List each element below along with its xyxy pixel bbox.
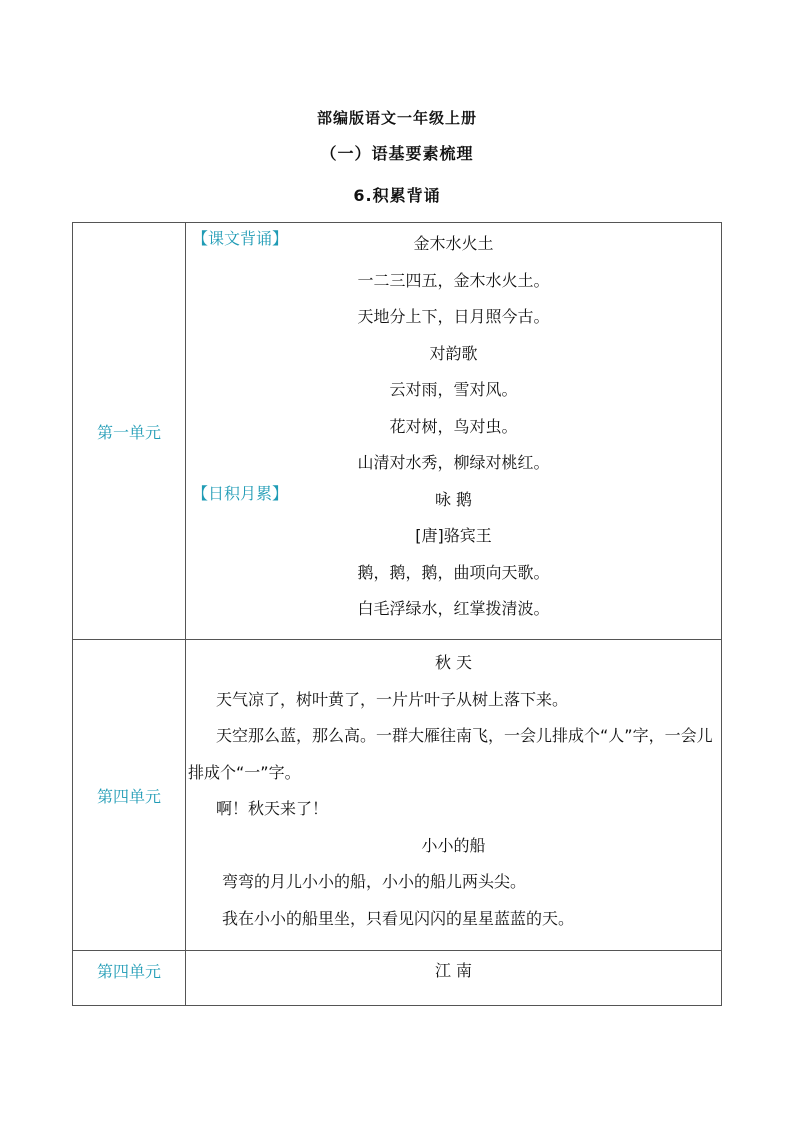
poem-author: [唐]骆宾王 (415, 526, 492, 545)
unit-label: 第四单元 (73, 951, 186, 1006)
section-heading: 6.积累背诵 (353, 186, 441, 205)
table-row (73, 223, 722, 640)
text-line: 弯弯的月儿小小的船，小小的船儿两头尖。 (222, 872, 527, 891)
poem-line: 花对树，鸟对虫。 (389, 416, 518, 436)
page-subtitle: （一）语基要素梳理 (320, 144, 474, 163)
content-cell (186, 951, 722, 1006)
unit-label: 第一单元 (73, 223, 186, 640)
unit-label: 第四单元 (73, 640, 186, 951)
poem-line: 白毛浮绿水，红掌拨清波。 (357, 599, 550, 618)
poem-title: 对韵歌 (429, 343, 478, 363)
poem-line: 云对雨，雪对风。 (389, 380, 518, 399)
poem-title: 金木水火土 (413, 234, 494, 253)
tag-text-recitation: 【课文背诵】 (192, 229, 289, 248)
poem-line: 天地分上下，日月照今古。 (357, 307, 550, 326)
page-title: 部编版语文一年级上册 (316, 109, 477, 127)
text-paragraph: 天空那么蓝，那么高。一群大雁往南飞，一会儿排成个“人”字，一会儿排成个“一”字。 (188, 726, 713, 782)
poem-line: 鹅，鹅，鹅，曲项向天歌。 (357, 562, 550, 582)
tag-daily-accumulation: 【日积月累】 (192, 484, 289, 503)
poem-line: 一二三四五，金木水火土。 (357, 270, 550, 290)
poem-title: 江 南 (434, 961, 473, 980)
recitation-table (72, 222, 722, 1006)
poem-title: 秋 天 (434, 653, 473, 672)
poem-line: 山清对水秀，柳绿对桃红。 (357, 453, 550, 472)
table-row (73, 640, 722, 951)
content-cell (186, 223, 722, 640)
poem-title: 咏 鹅 (434, 489, 473, 509)
content-cell (186, 640, 722, 951)
text-line: 我在小小的船里坐，只看见闪闪的星星蓝蓝的天。 (222, 908, 575, 928)
table-row (73, 951, 722, 1006)
text-line: 啊！秋天来了！ (216, 799, 329, 818)
poem-title: 小小的船 (421, 835, 486, 855)
text-line: 天气凉了，树叶黄了，一片片叶子从树上落下来。 (216, 689, 569, 709)
